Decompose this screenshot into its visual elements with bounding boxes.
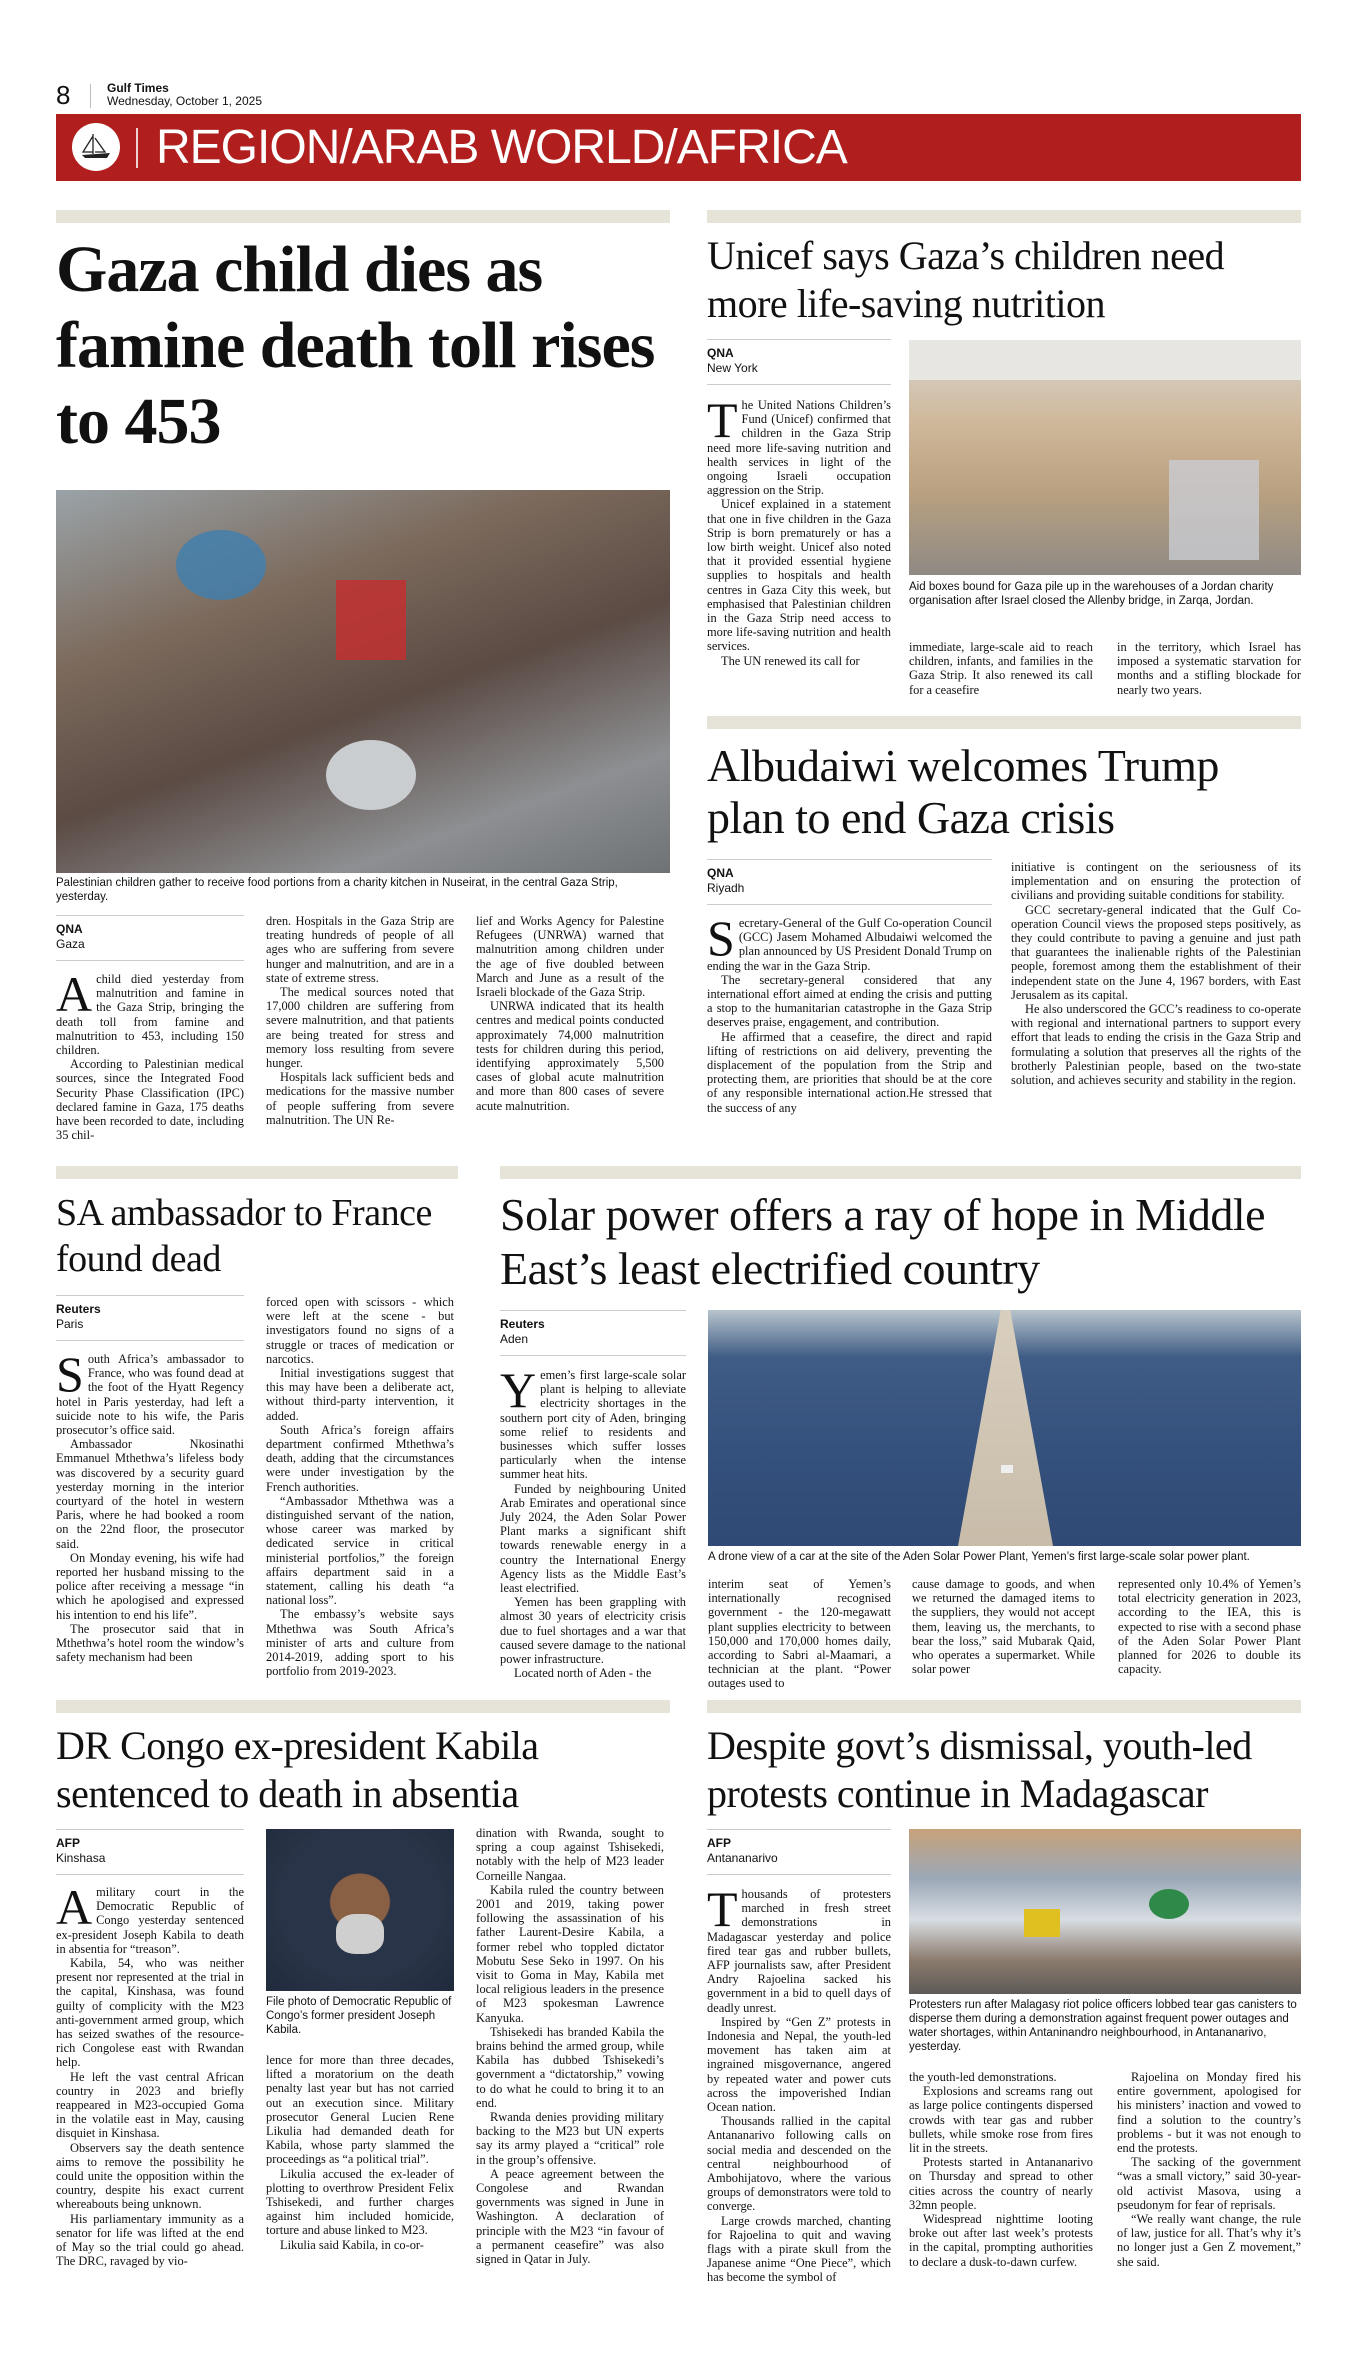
agency: Reuters — [500, 1317, 545, 1331]
paragraph: Initial investigations suggest that this may have been a deliberate act, without third-party intervention, it added. — [266, 1366, 454, 1423]
paragraph: Rajoelina on Monday fired his entire government, apologised for his ministers’ inaction and vowed to find a solution to the country’s problems - but it was not enough to end the protests. — [1117, 2070, 1301, 2156]
paragraph: Explosions and screams rang out as large police contingents dispersed crowds with tear gas and rubber bullets, while smoke rose from fires lit in the streets. — [909, 2084, 1093, 2156]
agency: QNA — [56, 922, 83, 936]
photo-detail — [909, 340, 1301, 380]
headline-gaza-famine: Gaza child dies as famine death toll rises to 453 — [56, 233, 655, 458]
paragraph: A peace agreement between the Congolese and Rwandan governments was signed in June in Washington. A declaration of principle with the M23 “in favour of a permanent ceasefire” was also signed in Qatar in July. — [476, 2166, 664, 2267]
paragraph: cause damage to goods, and when we returned the damaged items to the suppliers, they would not accept them, leaving us, the merchants, to bear the loss,” said Mubarak Qaid, who operates a supermarket. While solar power — [912, 1577, 1095, 1677]
body-unicef-col2 — [909, 640, 1093, 697]
drop-cap: T — [707, 1881, 738, 1937]
body-unicef-col1 — [707, 392, 891, 668]
body-unicef-col3 — [1117, 640, 1301, 697]
section-rule — [56, 1166, 458, 1179]
body-solar-col3 — [912, 1577, 1095, 1676]
headline-solar: Solar power offers a ray of hope in Middle East’s least electrified country — [500, 1189, 1266, 1294]
photo-solar-plant — [708, 1310, 1301, 1546]
dateline: Antananarivo — [707, 1851, 778, 1865]
paragraph: Large crowds marched, chanting for Rajoelina to quit and waving flags with a pirate skull from the Japanese anime “One Piece”, which has become the symbol of — [707, 2213, 891, 2285]
paragraph: His parliamentary immunity as a senator for life was lifted at the end of May so the trial could go ahead. The DRC, ravaged by vio- — [56, 2211, 244, 2269]
photo-detail — [326, 740, 416, 810]
paragraph: Likulia accused the ex-leader of plotting to overthrow President Felix Tshisekedi, and further charges against him included homicide, torture and abuse linked to M23. — [266, 2166, 454, 2238]
dateline: Aden — [500, 1332, 529, 1346]
body-albudaiwi-col1 — [707, 910, 992, 1115]
dateline: Gaza — [56, 937, 85, 951]
banner-divider — [136, 128, 138, 168]
photo-detail — [1169, 460, 1259, 560]
page-number: 8 — [56, 80, 71, 110]
paragraph: According to Palestinian medical sources, since the Integrated Food Security Phase Classification (IPC) declared famine in Gaza, 175 deaths have been recorded to date, including 35 chil- — [56, 1057, 244, 1143]
agency: QNA — [707, 866, 734, 880]
section-banner — [56, 114, 1301, 181]
photo-car — [1001, 1465, 1013, 1473]
folio-divider — [90, 84, 91, 108]
paragraph: Funded by neighbouring United Arab Emirates and operational since July 2024, the Aden Solar Power Plant marks a significant shift towards renewable energy in a country the International Energy Agency lists as the Middle East’s least electrified. — [500, 1481, 686, 1596]
paragraph: “Ambassador Mthethwa was a distinguished servant of the nation, whose career was marked by dedicated service in critical ministerial portfolios,” the foreign affairs department said in a statement, calling his death “a national loss”. — [266, 1493, 454, 1608]
paragraph: Kabila, 54, who was neither present nor represented at the trial in the capital, Kinshasa, was found guilty of complicity with the M23 anti-government armed group, which has seized swathes of the resource-rich Congolese east with Rwandan help. — [56, 1956, 244, 2070]
paragraph: Widespread nighttime looting broke out after last week’s protests in the capital, prompting authorities to declare a dusk-to-dawn curfew. — [909, 2212, 1093, 2269]
paragraph: he United Nations Children’s Fund (Unicef) confirmed that children in the Gaza Strip need more life-saving nutrition and health services in light of the ongoing Israeli occupation aggression on the Strip. — [707, 398, 891, 498]
paper-info — [107, 82, 262, 108]
drop-cap: A — [56, 966, 93, 1022]
caption-solar: A drone view of a car at the site of the Aden Solar Power Plant, Yemen’s first large-scale solar power plant. — [708, 1551, 1250, 1563]
byline-sa-ambassador — [56, 1295, 244, 1341]
section-rule — [707, 210, 1301, 223]
caption-kabila: File photo of Democratic Republic of Congo’s former president Joseph Kabila. — [266, 1996, 452, 2036]
paragraph: Ambassador Nkosinathi Emmanuel Mthethwa’s lifeless body was discovered by a security guard yesterday morning in the interior courtyard of the hotel in western Paris, where he had booked a room on the 22nd floor, the prosecutor said. — [56, 1437, 244, 1551]
paragraph: “We really want change, the rule of law, justice for all. That’s why it’s no longer just a Gen Z movement,” she said. — [1117, 2212, 1301, 2269]
photo-road — [958, 1310, 1053, 1546]
paragraph: He left the vast central African country in 2023 and briefly reappeared in M23-occupied Goma in the volatile east in May, causing disquiet in Kinshasa. — [56, 2069, 244, 2141]
dateline: New York — [707, 361, 758, 375]
paragraph: The embassy’s website says Mthethwa was South Africa’s minister of arts and culture from 2014-2019, adding sport to his portfolio from 2019-2023. — [266, 1607, 454, 1679]
body-gaza-famine-col2 — [266, 914, 454, 1127]
body-madagascar-col1 — [707, 1881, 891, 2285]
paragraph: Tshisekedi has branded Kabila the brains behind the armed group, while Kabila has dubbed Tshisekedi’s government a “dictatorship,” vowing to do what he could to bring it to an end. — [476, 2024, 664, 2110]
body-albudaiwi-col2 — [1011, 860, 1301, 1087]
body-gaza-famine-col3 — [476, 914, 664, 1113]
photo-gaza-children — [56, 490, 670, 873]
body-kabila-col1 — [56, 1879, 244, 2269]
paragraph: Thousands rallied in the capital Antananarivo following calls on social media and descended on the central neighbourhood of Ambohijatovo, where the various groups of demonstrators were told to converge. — [707, 2114, 891, 2214]
photo-detail — [336, 1914, 384, 1954]
paragraph: Observers say the death sentence aims to remove the possibility he could unite the opposition within the country, despite his exact current whereabouts being unknown. — [56, 2140, 244, 2212]
paragraph: The secretary-general considered that any international effort aimed at ending the crisis and putting a stop to the humanitarian catastrophe in the Gaza Strip deserves praise, engagement, and contribution. — [707, 972, 992, 1030]
headline-sa-ambassador: SA ambassador to France found dead — [56, 1192, 432, 1280]
byline-solar — [500, 1310, 686, 1356]
caption-gaza-famine: Palestinian children gather to receive food portions from a charity kitchen in Nuseirat, in the central Gaza Strip, yesterday. — [56, 877, 618, 903]
body-gaza-famine-col1 — [56, 966, 244, 1143]
paragraph: UNRWA indicated that its health centres and medical points conducted approximately 74,000 malnutrition tests for children during this period, identifying approximately 5,500 cases of global acute malnutrition and more than 800 cases of severe acute malnutrition. — [476, 999, 664, 1113]
section-title: REGION/ARAB WORLD/AFRICA — [156, 121, 847, 174]
byline-albudaiwi — [707, 859, 992, 905]
paragraph: Kabila ruled the country between 2001 and 2019, taking power following the assassination of his father Laurent-Desire Kabila, a former rebel who toppled dictator Mobutu Sese Seko in 1997. On his visit to Goma in May, Kabila met local religious leaders in the presence of M23 spokesman Lawrence Kanyuka. — [476, 1882, 664, 2025]
photo-detail — [1149, 1889, 1189, 1919]
agency: QNA — [707, 346, 734, 360]
body-kabila-col3 — [476, 1826, 664, 2266]
paper-name: Gulf Times — [107, 81, 169, 95]
paragraph: Inspired by “Gen Z” protests in Indonesia and Nepal, the youth-led movement has taken aim at ingrained misgovernance, angered by repeated water and power cuts across the impoverished Indian Ocean nation. — [707, 2014, 891, 2115]
paragraph: housands of protesters marched in fresh street demonstrations in Madagascar yesterday and police fired tear gas and rubber bullets, AFP journalists saw, after President Andry Rajoelina sacked his government in a bid to quell days of deadly unrest. — [707, 1887, 891, 2015]
headline-madagascar: Despite govt’s dismissal, youth-led protests continue in Madagascar — [707, 1723, 1252, 1816]
drop-cap: Y — [500, 1362, 537, 1418]
body-sa-ambassador-col1 — [56, 1346, 244, 1665]
paragraph: lief and Works Agency for Palestine Refugees (UNRWA) warned that malnutrition among children under the age of five doubled between March and June as a result of the Israeli blockade of the Gaza Strip. — [476, 914, 664, 1000]
paragraph: The medical sources noted that 17,000 children are suffering from severe malnutrition, and that patients are being treated for stress and memory loss resulting from severe hunger. — [266, 985, 454, 1071]
agency: Reuters — [56, 1302, 101, 1316]
dateline: Paris — [56, 1317, 84, 1331]
photo-kabila — [266, 1829, 454, 1991]
headline-albudaiwi: Albudaiwi welcomes Trump plan to end Gaza crisis — [707, 740, 1219, 843]
paragraph: military court in the Democratic Republic of Congo yesterday sentenced ex-president Joseph Kabila to death in absentia for “treason”. — [56, 1885, 244, 1956]
paragraph: the youth-led demonstrations. — [909, 2070, 1057, 2084]
paragraph: child died yesterday from malnutrition and famine in the Gaza Strip, bringing the death toll from famine and malnutrition to 453, including 150 children. — [56, 972, 244, 1058]
body-solar-col2 — [708, 1577, 891, 1691]
headline-unicef: Unicef says Gaza’s children need more life-saving nutrition — [707, 233, 1225, 326]
headline-kabila: DR Congo ex-president Kabila sentenced to death in absentia — [56, 1723, 539, 1816]
paragraph: outh Africa’s ambassador to France, who was found dead at the foot of the Hyatt Regency hotel in Paris yesterday, had left a suicide note to his wife, the Paris prosecutor’s office said. — [56, 1352, 244, 1438]
photo-detail — [176, 530, 266, 600]
body-kabila-col2 — [266, 2053, 454, 2252]
paragraph: ecretary-General of the Gulf Co-operation Council (GCC) Jasem Mohamed Albudaiwi welcomed the plan announced by US President Donald Trump on ending the war in the Gaza Strip. — [707, 916, 992, 973]
byline-madagascar — [707, 1829, 891, 1875]
body-madagascar-col3 — [1117, 2070, 1301, 2269]
paragraph: Located north of Aden - the — [514, 1666, 652, 1681]
paragraph: lence for more than three decades, lifted a moratorium on the death penalty last year but has not carried out an execution since. Military prosecutor General Lucien Rene Likulia had demanded death for Kabila, whose party slammed the proceedings as “a political trial”. — [266, 2053, 454, 2167]
paragraph: The UN renewed its call for — [721, 653, 860, 668]
drop-cap: S — [707, 910, 735, 966]
drop-cap: S — [56, 1346, 84, 1402]
paragraph: dren. Hospitals in the Gaza Strip are treating hundreds of people of all ages who are suffering from severe hunger and malnutrition, and are in a state of extreme stress. — [266, 914, 454, 985]
dateline: Kinshasa — [56, 1851, 106, 1865]
paragraph: forced open with scissors - which were left at the scene - but investigators found no signs of a struggle or traces of medication or narcotics. — [266, 1295, 454, 1366]
agency: AFP — [56, 1836, 80, 1850]
body-sa-ambassador-col2 — [266, 1295, 454, 1678]
photo-madagascar-protest — [909, 1829, 1301, 1994]
paragraph: Unicef explained in a statement that one in five children in the Gaza Strip is born prematurely or has a low birth weight. Unicef also noted that it provided essential hygiene supplies to hospitals and health centres in Gaza City this week, but emphasised that Palestinian children in the Gaza Strip need access to more life-saving nutrition and health services. — [707, 497, 891, 654]
photo-detail — [336, 580, 406, 660]
paragraph: Yemen has been grappling with almost 30 years of electricity crisis due to fuel shortages and a war that caused severe damage to the national power infrastructure. — [500, 1595, 686, 1667]
paragraph: Likulia said Kabila, in co-or- — [280, 2237, 424, 2252]
agency: AFP — [707, 1836, 731, 1850]
paragraph: South Africa’s foreign affairs department confirmed Mthethwa’s death, adding that the circumstances were under investigation by the French authorities. — [266, 1422, 454, 1494]
issue-date: Wednesday, October 1, 2025 — [107, 94, 262, 108]
paragraph: initiative is contingent on the seriousness of its implementation and on ensuring the protection of civilians and providing suitable conditions for stability. — [1011, 860, 1301, 903]
dhow-boat-icon — [72, 123, 120, 171]
section-rule — [500, 1166, 1301, 1179]
section-rule — [56, 1700, 670, 1713]
byline-gaza-famine — [56, 915, 244, 961]
caption-unicef: Aid boxes bound for Gaza pile up in the warehouses of a Jordan charity organisation after Israel closed the Allenby bridge, in Zarqa, Jordan. — [909, 581, 1274, 607]
paragraph: represented only 10.4% of Yemen’s total electricity generation in 2023, according to the IEA, this is expected to rise with a second phase of the Aden Solar Power Plant planned for 2026 to double its capacity. — [1118, 1577, 1301, 1677]
body-solar-col4 — [1118, 1577, 1301, 1676]
paragraph: He also underscored the GCC’s readiness to co-operate with regional and international partners to support every effort that leads to ending the crisis in the Gaza Strip and formulating a solution that preserves all the rights of the brotherly Palestinian people, based on the two-state solution, and achieves security and stability in the region. — [1011, 1002, 1301, 1088]
paragraph: He affirmed that a ceasefire, the direct and rapid lifting of restrictions on aid delivery, preventing the displacement of the population from the Strip and protecting them, are priorities that should be at the core of any responsible international action.He stressed that the success of any — [707, 1029, 992, 1115]
section-rule — [707, 1700, 1301, 1713]
paragraph: Protests started in Antananarivo on Thursday and spread to other cities across the country of nearly 32mn people. — [909, 2155, 1093, 2212]
paragraph: Rwanda denies providing military backing to the M23 but UN experts say its army played a “critical” role in the group’s offensive. — [476, 2110, 664, 2167]
paragraph: emen’s first large-scale solar plant is helping to alleviate electricity shortages in the southern port city of Aden, bringing some relief to residents and businesses which suffer losses particularly when the intense summer heat hits. — [500, 1368, 686, 1482]
drop-cap: T — [707, 392, 738, 448]
dateline: Riyadh — [707, 881, 745, 895]
paragraph: GCC secretary-general indicated that the Gulf Co-operation Council views the proposed steps positively, as they could contribute to paving a genuine and just path that guarantees the inalienable rights of the Palestinian people, foremost among them the establishment of their independent state on the June 4, 1967 borders, with East Jerusalem as its capital. — [1011, 902, 1301, 1002]
byline-unicef — [707, 339, 891, 385]
paragraph: On Monday evening, his wife had reported her husband missing to the police after receiving a message “in which he apologised and expressed his intention to end his life”. — [56, 1550, 244, 1622]
photo-detail — [1024, 1909, 1060, 1937]
body-solar-col1 — [500, 1362, 686, 1681]
paragraph: immediate, large-scale aid to reach children, infants, and families in the Gaza Strip. It also renewed its call for a ceasefire — [909, 640, 1093, 697]
photo-aid-boxes — [909, 340, 1301, 575]
paragraph: The sacking of the government “was a small victory,” said 30-year-old activist Masova, using a pseudonym for fear of reprisals. — [1117, 2155, 1301, 2212]
byline-kabila — [56, 1829, 244, 1875]
paragraph: The prosecutor said that in Mthethwa’s hotel room the window’s safety mechanism had been — [56, 1621, 244, 1665]
drop-cap: A — [56, 1879, 93, 1935]
paragraph: dination with Rwanda, sought to spring a coup against Tshisekedi, notably with the help of M23 leader Corneille Nangaa. — [476, 1826, 664, 1883]
paragraph: Hospitals lack sufficient beds and medications for the massive number of people suffering from severe malnutrition. The UN Re- — [266, 1070, 454, 1127]
section-rule — [707, 716, 1301, 729]
caption-madagascar: Protesters run after Malagasy riot police officers lobbed tear gas canisters to disperse them during a demonstration against frequent power outages and water shortages, within Antaninandro neighbourhood, in Antananarivo, yesterday. — [909, 1999, 1297, 2053]
body-madagascar-col2 — [909, 2070, 1093, 2269]
paragraph: interim seat of Yemen’s internationally recognised government - the 120-megawatt plant supplies electricity to between 150,000 and 170,000 homes daily, according to Sabri al-Maamari, a technician at the plant. “Power outages used to — [708, 1577, 891, 1691]
paragraph: in the territory, which Israel has imposed a systematic starvation for months and a stifling blockade for nearly two years. — [1117, 640, 1301, 697]
section-rule — [56, 210, 670, 223]
